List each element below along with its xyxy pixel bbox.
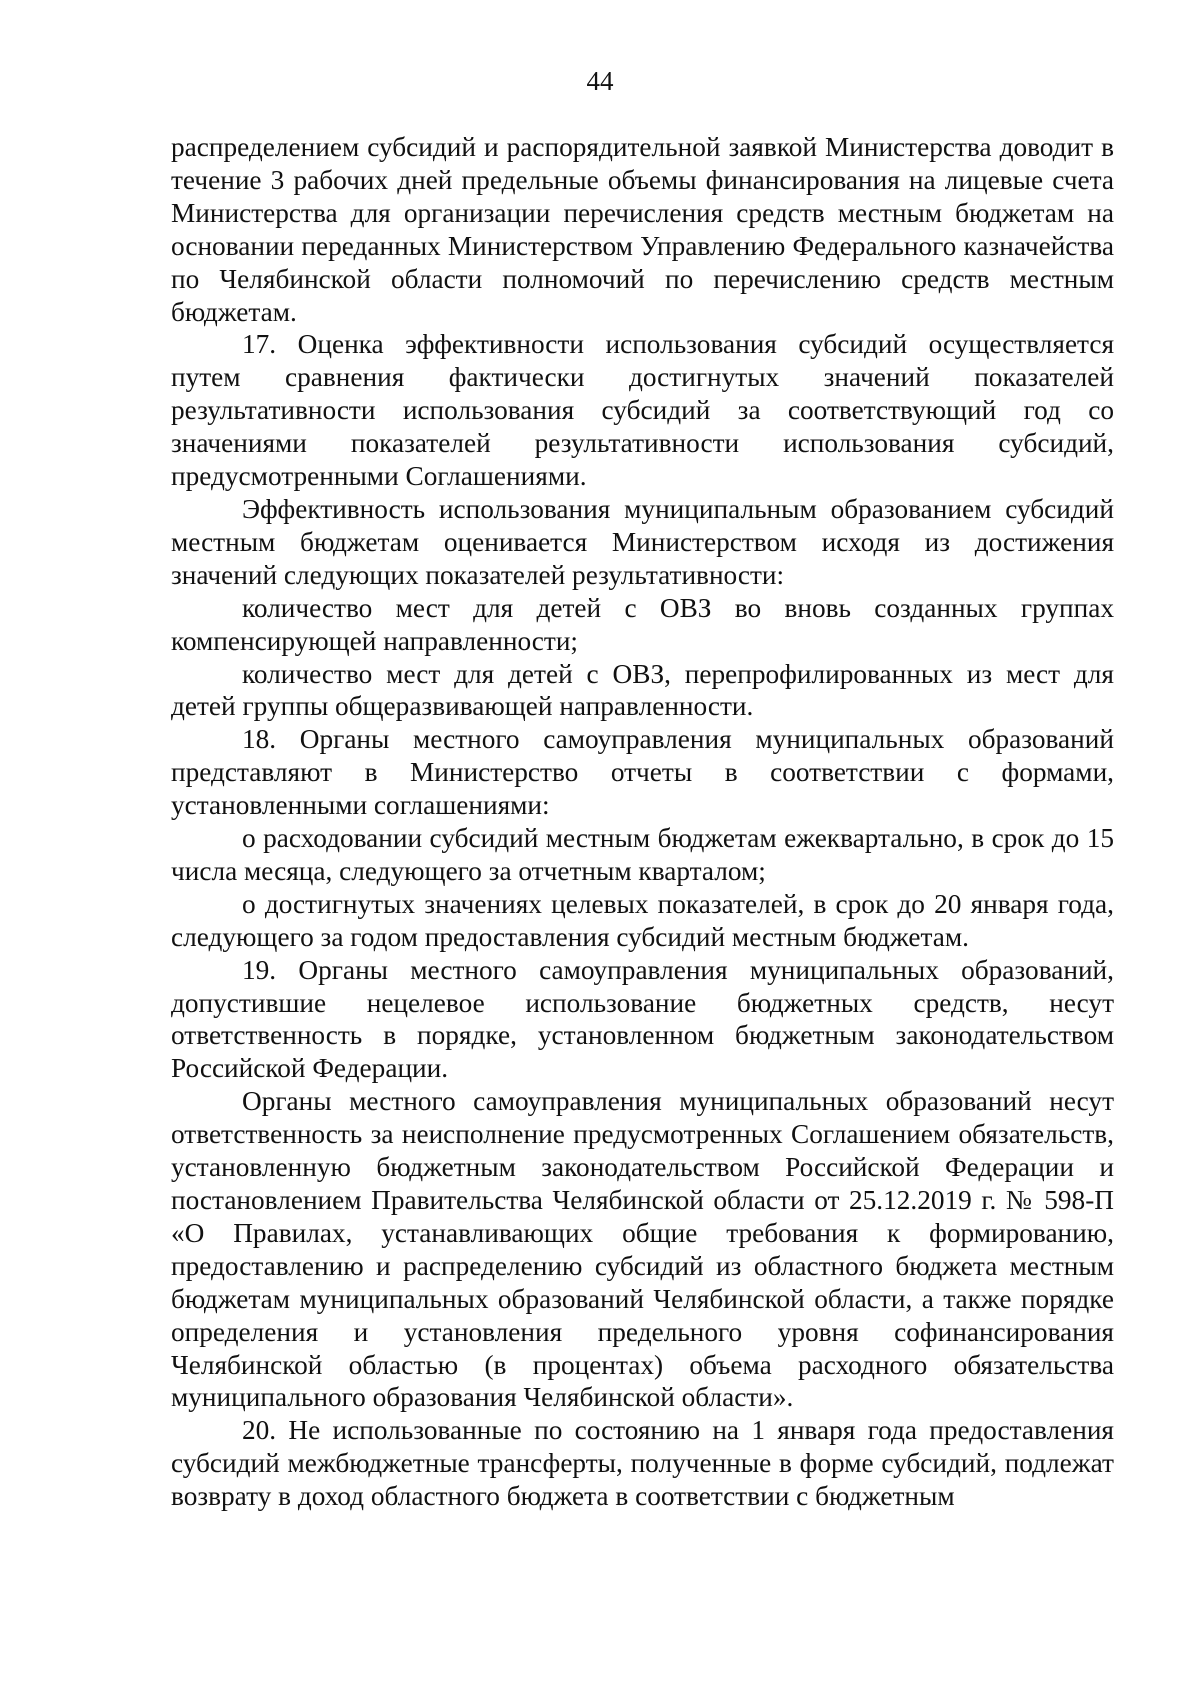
paragraph-item-18: 18. Органы местного самоуправления муниципальных образований представляют в Министерство отчеты в соответствии с формами, установленными соглашениями: — [171, 724, 1114, 821]
paragraph-indicator-1: количество мест для детей с ОВЗ во вновь созданных группах компенсирующей направленности; — [171, 592, 1114, 656]
paragraph-responsibility: Органы местного самоуправления муниципальных образований несут ответственность за неисполнение предусмотренных Соглашением обязательств, установленную бюджетным законодательством Российской Федерации и постановлением Правительства Челябинской области от 25.12.2019 г. № 598-П «О Правилах, устанавливающих общие требования к формированию, предоставлению и распределению субсидий из областного бюджета местным бюджетам муниципальных образований Челябинской области, а также порядке определения и установления предельного уровня софинансирования Челябинской областью (в процентах) объема расходного обязательства муниципального образования Челябинской области». — [171, 1086, 1114, 1413]
paragraph-indicator-2: количество мест для детей с ОВЗ, перепрофилированных из мест для детей группы общеразвивающей направленности. — [171, 658, 1114, 722]
paragraph-item-19: 19. Органы местного самоуправления муниципальных образований, допустившие нецелевое использование бюджетных средств, несут ответственность в порядке, установленном бюджетным законодательством Российской Федерации. — [171, 954, 1114, 1084]
paragraph-report-1: о расходовании субсидий местным бюджетам ежеквартально, в срок до 15 числа месяца, следующего за отчетным кварталом; — [171, 823, 1114, 886]
paragraph-continuation: распределением субсидий и распорядительной заявкой Министерства доводит в течение 3 рабочих дней предельные объемы финансирования на лицевые счета Министерства для организации перечисления средств местным бюджетам на основании переданных Министерством Управлению Федерального казначейства по Челябинской области полномочий по перечислению средств местным бюджетам. — [171, 132, 1114, 327]
document-body — [171, 131, 1114, 1513]
paragraph-report-2: о достигнутых значениях целевых показателей, в срок до 20 января года, следующего за годом предоставления субсидий местным бюджетам. — [171, 888, 1114, 952]
paragraph-effectiveness: Эффективность использования муниципальным образованием субсидий местным бюджетам оценивается Министерством исходя из достижения значений следующих показателей результативности: — [171, 493, 1114, 590]
paragraph-item-20: 20. Не использованные по состоянию на 1 января года предоставления субсидий межбюджетные трансферты, полученные в форме субсидий, подлежат возврату в доход областного бюджета в соответствии с бюджетным — [171, 1415, 1114, 1512]
paragraph-item-17: 17. Оценка эффективности использования субсидий осуществляется путем сравнения фактически достигнутых значений показателей результативности использования субсидий за соответствующий год со значениями показателей результативности использования субсидий, предусмотренными Соглашениями. — [171, 329, 1114, 492]
page-number: 44 — [586, 66, 614, 96]
